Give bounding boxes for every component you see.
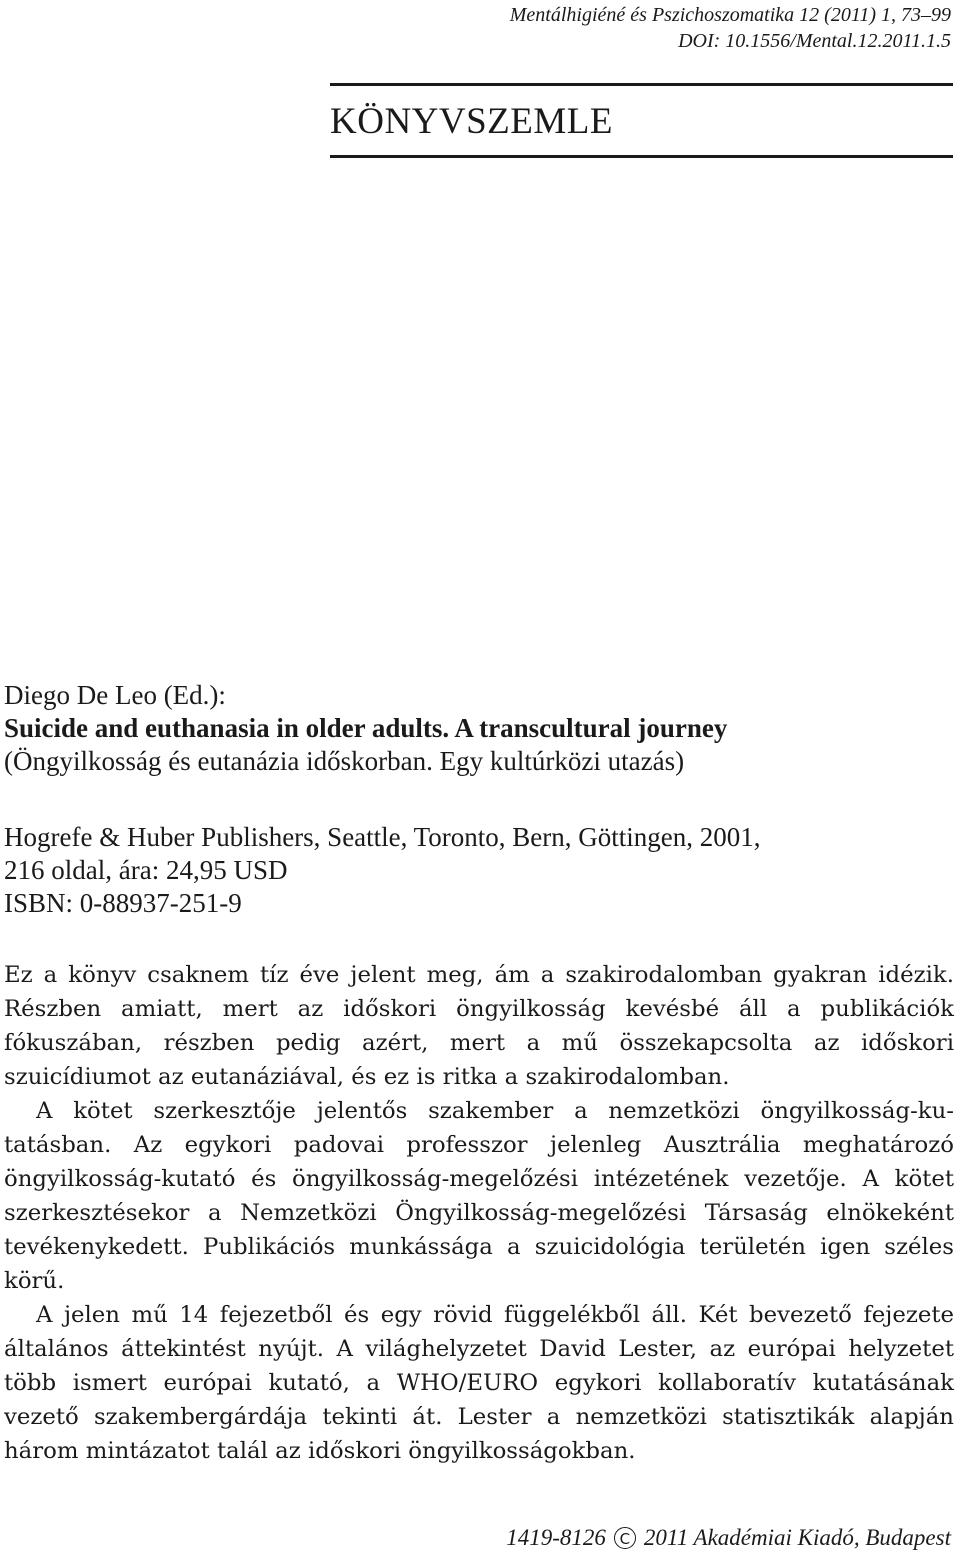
book-title: Suicide and euthanasia in older adults. A transcultural journey <box>4 713 728 743</box>
copyright-icon: C <box>614 1527 636 1549</box>
section-rule-top <box>330 83 953 86</box>
footer-publisher: 2011 Akadémiai Kiadó, Budapest <box>643 1525 951 1550</box>
issn: 1419-8126 <box>506 1525 606 1550</box>
review-body <box>4 958 954 1468</box>
running-header <box>510 2 951 54</box>
paragraph-3: A jelen mű 14 fejezetből és egy rövid függelékből áll. Két bevezető fejezete általános áttekintést nyújt. A világhelyzetet David Lester, az európai helyzetet több ismert európai kutató, a WHO/EURO egykori kollaboratív kutatásának vezető szakembergárdája tekinti át. Lester a nemzetközi statisztikák alapján három mintázatot talál az időskori öngyilkosságokban. <box>4 1302 954 1464</box>
paragraph-1: Ez a könyv csaknem tíz éve jelent meg, ám a szakirodalomban gyakran idézik. Részben amiatt, mert az időskori öngyilkosság kevésbé áll a publikációk fókuszában, részben pedig azért, mert a mű összekapcsolta az időskori szuicídiumot az eutanáziával, és ez is ritka a szakirodalomban. <box>4 962 954 1090</box>
doi: DOI: 10.1556/Mental.12.2011.1.5 <box>678 30 951 52</box>
pages-price-line: 216 oldal, ára: 24,95 USD <box>4 855 288 885</box>
page-footer <box>506 1524 951 1552</box>
journal-citation: Mentálhigiéné és Pszichoszomatika 12 (2011) 1, 73–99 <box>509 4 951 26</box>
book-reference <box>4 679 727 778</box>
publisher-line: Hogrefe & Huber Publishers, Seattle, Toronto, Bern, Göttingen, 2001, <box>4 822 761 852</box>
paragraph-2: A kötet szerkesztője jelentős szakember a nemzetközi öngyilkosság-kutatásban. Az egykori padovai professzor jelenleg Ausztrália meghatározó öngyilkosság-kutató és öngyilkosság-megelőzési intézetének vezetője. A kötet szerkesztésekor a Nemzetközi Öngyilkosság-megelőzési Társaság elnökeként tevékenykedett. Publikációs munkássága a szuicidológia területén igen széles körű. <box>4 1098 954 1294</box>
isbn-line: ISBN: 0-88937-251-9 <box>4 888 242 918</box>
book-editor: Diego De Leo (Ed.): <box>4 680 226 710</box>
book-title-translation: (Öngyilkosság és eutanázia időskorban. Egy kultúrközi utazás) <box>4 746 685 776</box>
section-rule-bottom <box>330 155 953 158</box>
section-title: KÖNYVSZEMLE <box>330 101 613 142</box>
publication-details <box>4 821 761 920</box>
